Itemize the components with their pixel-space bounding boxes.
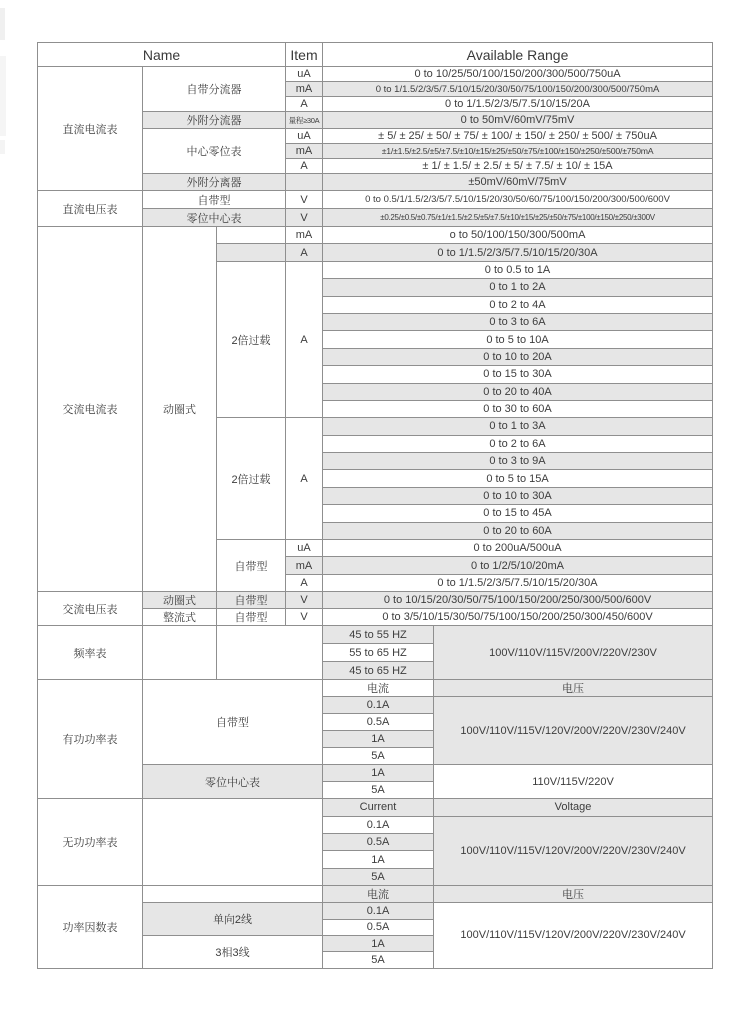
voltage-cell: 100V/110V/115V/200V/220V/230V bbox=[434, 626, 713, 680]
column-header-item: Item bbox=[286, 43, 323, 67]
label-self-contained: 自带型 bbox=[217, 592, 286, 609]
current-cell: 0.5A bbox=[323, 714, 434, 731]
range-cell: 0 to 10/15/20/30/50/75/100/150/200/250/300/500/600V bbox=[323, 592, 713, 609]
label-2x-overload: 2倍过载 bbox=[217, 261, 286, 418]
label-self-contained: 自带型 bbox=[143, 191, 286, 209]
empty-cell bbox=[143, 626, 217, 680]
table-row bbox=[38, 680, 713, 697]
label-dc-ammeter: 直流电流表 bbox=[38, 67, 143, 191]
current-cell: 0.1A bbox=[323, 697, 434, 714]
range-cell: 0 to 1/1.5/2/3/5/7.5/10/15/20/30/50/75/100/150/200/300/500/750mA bbox=[323, 82, 713, 97]
table-row bbox=[38, 67, 713, 82]
range-cell: ±0.25/±0.5/±0.75/±1/±1.5/±2.5/±5/±7.5/±10/±15/±25/±50/±75/±100/±150/±250/±300V bbox=[323, 209, 713, 227]
label-moving-coil: 动圈式 bbox=[143, 227, 217, 592]
range-cell: 0 to 10/25/50/100/150/200/300/500/750uA bbox=[323, 67, 713, 82]
range-cell: 0 to 3 to 6A bbox=[323, 313, 713, 330]
current-cell: 0.5A bbox=[323, 919, 434, 935]
label-rectifier: 整流式 bbox=[143, 609, 217, 626]
current-cell: 5A bbox=[323, 748, 434, 765]
voltage-header-cell: 电压 bbox=[434, 886, 713, 903]
range-cell: 0 to 2 to 4A bbox=[323, 296, 713, 313]
item-cell: A bbox=[286, 244, 323, 261]
empty-cell bbox=[143, 799, 323, 886]
voltage-cell: 100V/110V/115V/120V/200V/220V/230V/240V bbox=[434, 903, 713, 969]
range-cell: 0 to 0.5/1/1.5/2/3/5/7.5/10/15/20/30/50/60/75/100/150/200/300/500/600V bbox=[323, 191, 713, 209]
range-cell: ±50mV/60mV/75mV bbox=[323, 174, 713, 191]
item-cell: uA bbox=[286, 540, 323, 557]
range-cell: o to 50/100/150/300/500mA bbox=[323, 227, 713, 244]
table-row bbox=[38, 592, 713, 609]
label-frequency-meter: 频率表 bbox=[38, 626, 143, 680]
item-cell: V bbox=[286, 609, 323, 626]
item-cell: A bbox=[286, 574, 323, 591]
label-moving-coil: 动圈式 bbox=[143, 592, 217, 609]
voltage-cell: 110V/115V/220V bbox=[434, 765, 713, 799]
range-cell: 0 to 1/1.5/2/3/5/7.5/10/15/20/30A bbox=[323, 574, 713, 591]
label-ac-voltmeter: 交流电压表 bbox=[38, 592, 143, 626]
voltage-header-cell: 电压 bbox=[434, 680, 713, 697]
range-cell: 0 to 3/5/10/15/30/50/75/100/150/200/250/300/450/600V bbox=[323, 609, 713, 626]
label-zero-center-meter: 零位中心表 bbox=[143, 209, 286, 227]
item-cell: V bbox=[286, 592, 323, 609]
current-cell: 5A bbox=[323, 868, 434, 885]
table-row bbox=[38, 227, 713, 244]
label-self-contained: 自带型 bbox=[143, 680, 323, 765]
current-cell: 1A bbox=[323, 765, 434, 782]
empty-cell bbox=[217, 626, 323, 680]
empty-cell bbox=[217, 244, 286, 261]
item-cell: mA bbox=[286, 227, 323, 244]
scan-artifact bbox=[0, 140, 5, 154]
range-cell: 0 to 1/1.5/2/3/5/7.5/10/15/20/30A bbox=[323, 244, 713, 261]
current-cell: 0.1A bbox=[323, 816, 434, 833]
range-cell: 0 to 50mV/60mV/75mV bbox=[323, 112, 713, 129]
current-header-cell: Current bbox=[323, 799, 434, 816]
range-cell: 0 to 15 to 45A bbox=[323, 505, 713, 522]
column-header-available-range: Available Range bbox=[323, 43, 713, 67]
item-cell bbox=[286, 174, 323, 191]
item-cell: 量程≥30A bbox=[286, 112, 323, 129]
hz-range-cell: 45 to 65 HZ bbox=[323, 662, 434, 680]
label-self-contained: 自带型 bbox=[217, 609, 286, 626]
item-cell: mA bbox=[286, 82, 323, 97]
hz-range-cell: 55 to 65 HZ bbox=[323, 644, 434, 662]
label-active-power-meter: 有功功率表 bbox=[38, 680, 143, 799]
label-dc-voltmeter: 直流电压表 bbox=[38, 191, 143, 227]
range-cell: 0 to 5 to 10A bbox=[323, 331, 713, 348]
range-cell: 0 to 10 to 30A bbox=[323, 487, 713, 504]
spec-table bbox=[37, 42, 713, 969]
label-external-separator: 外附分离器 bbox=[143, 174, 286, 191]
range-cell: ±1/±1.5/±2.5/±5/±7.5/±10/±15/±25/±50/±75/±100/±150/±250/±500/±750mA bbox=[323, 144, 713, 159]
range-cell: 0 to 2 to 6A bbox=[323, 435, 713, 452]
current-cell: 1A bbox=[323, 935, 434, 951]
current-cell: 0.1A bbox=[323, 903, 434, 919]
empty-cell bbox=[143, 886, 323, 903]
table-row bbox=[38, 886, 713, 903]
label-2x-overload: 2倍过载 bbox=[217, 418, 286, 540]
range-cell: 0 to 200uA/500uA bbox=[323, 540, 713, 557]
label-3-phase-3-wire: 3相3线 bbox=[143, 935, 323, 968]
empty-cell bbox=[217, 227, 286, 244]
column-header-name: Name bbox=[38, 43, 286, 67]
item-cell: A bbox=[286, 159, 323, 174]
label-ac-ammeter: 交流电流表 bbox=[38, 227, 143, 592]
voltage-cell: 100V/110V/115V/120V/200V/220V/230V/240V bbox=[434, 816, 713, 886]
range-cell: 0 to 3 to 9A bbox=[323, 453, 713, 470]
current-cell: 1A bbox=[323, 851, 434, 868]
voltage-header-cell: Voltage bbox=[434, 799, 713, 816]
range-cell: 0 to 10 to 20A bbox=[323, 348, 713, 365]
voltage-cell: 100V/110V/115V/120V/200V/220V/230V/240V bbox=[434, 697, 713, 765]
item-cell: A bbox=[286, 418, 323, 540]
item-cell: uA bbox=[286, 67, 323, 82]
current-cell: 1A bbox=[323, 731, 434, 748]
range-cell: 0 to 30 to 60A bbox=[323, 400, 713, 417]
table-row bbox=[38, 626, 713, 644]
current-cell: 5A bbox=[323, 952, 434, 968]
current-header-cell: 电流 bbox=[323, 680, 434, 697]
label-power-factor-meter: 功率因数表 bbox=[38, 886, 143, 969]
item-cell: V bbox=[286, 209, 323, 227]
table-row bbox=[38, 191, 713, 209]
label-builtin-shunt: 自带分流器 bbox=[143, 67, 286, 112]
table-row bbox=[38, 799, 713, 816]
current-cell: 0.5A bbox=[323, 833, 434, 850]
label-center-zero-meter: 中心零位表 bbox=[143, 129, 286, 174]
range-cell: 0 to 1 to 2A bbox=[323, 279, 713, 296]
label-single-phase-2-wire: 单向2线 bbox=[143, 903, 323, 936]
range-cell: ± 1/ ± 1.5/ ± 2.5/ ± 5/ ± 7.5/ ± 10/ ± 15A bbox=[323, 159, 713, 174]
item-cell: V bbox=[286, 191, 323, 209]
range-cell: 0 to 20 to 40A bbox=[323, 383, 713, 400]
item-cell: mA bbox=[286, 144, 323, 159]
range-cell: 0 to 1/1.5/2/3/5/7.5/10/15/20A bbox=[323, 97, 713, 112]
current-header-cell: 电流 bbox=[323, 886, 434, 903]
label-reactive-power-meter: 无功功率表 bbox=[38, 799, 143, 886]
item-cell: mA bbox=[286, 557, 323, 574]
item-cell: A bbox=[286, 97, 323, 112]
table-header-row bbox=[38, 43, 713, 67]
spec-table-container bbox=[37, 42, 713, 969]
label-zero-center-meter: 零位中心表 bbox=[143, 765, 323, 799]
scan-artifact bbox=[0, 8, 5, 40]
scan-artifact bbox=[0, 56, 6, 136]
hz-range-cell: 45 to 55 HZ bbox=[323, 626, 434, 644]
label-self-contained: 自带型 bbox=[217, 540, 286, 592]
item-cell: A bbox=[286, 261, 323, 418]
range-cell: 0 to 0.5 to 1A bbox=[323, 261, 713, 278]
label-external-shunt: 外附分流器 bbox=[143, 112, 286, 129]
range-cell: ± 5/ ± 25/ ± 50/ ± 75/ ± 100/ ± 150/ ± 250/ ± 500/ ± 750uA bbox=[323, 129, 713, 144]
range-cell: 0 to 1 to 3A bbox=[323, 418, 713, 435]
range-cell: 0 to 5 to 15A bbox=[323, 470, 713, 487]
range-cell: 0 to 1/2/5/10/20mA bbox=[323, 557, 713, 574]
range-cell: 0 to 20 to 60A bbox=[323, 522, 713, 539]
current-cell: 5A bbox=[323, 782, 434, 799]
item-cell: uA bbox=[286, 129, 323, 144]
range-cell: 0 to 15 to 30A bbox=[323, 366, 713, 383]
spec-table-body bbox=[38, 67, 713, 969]
